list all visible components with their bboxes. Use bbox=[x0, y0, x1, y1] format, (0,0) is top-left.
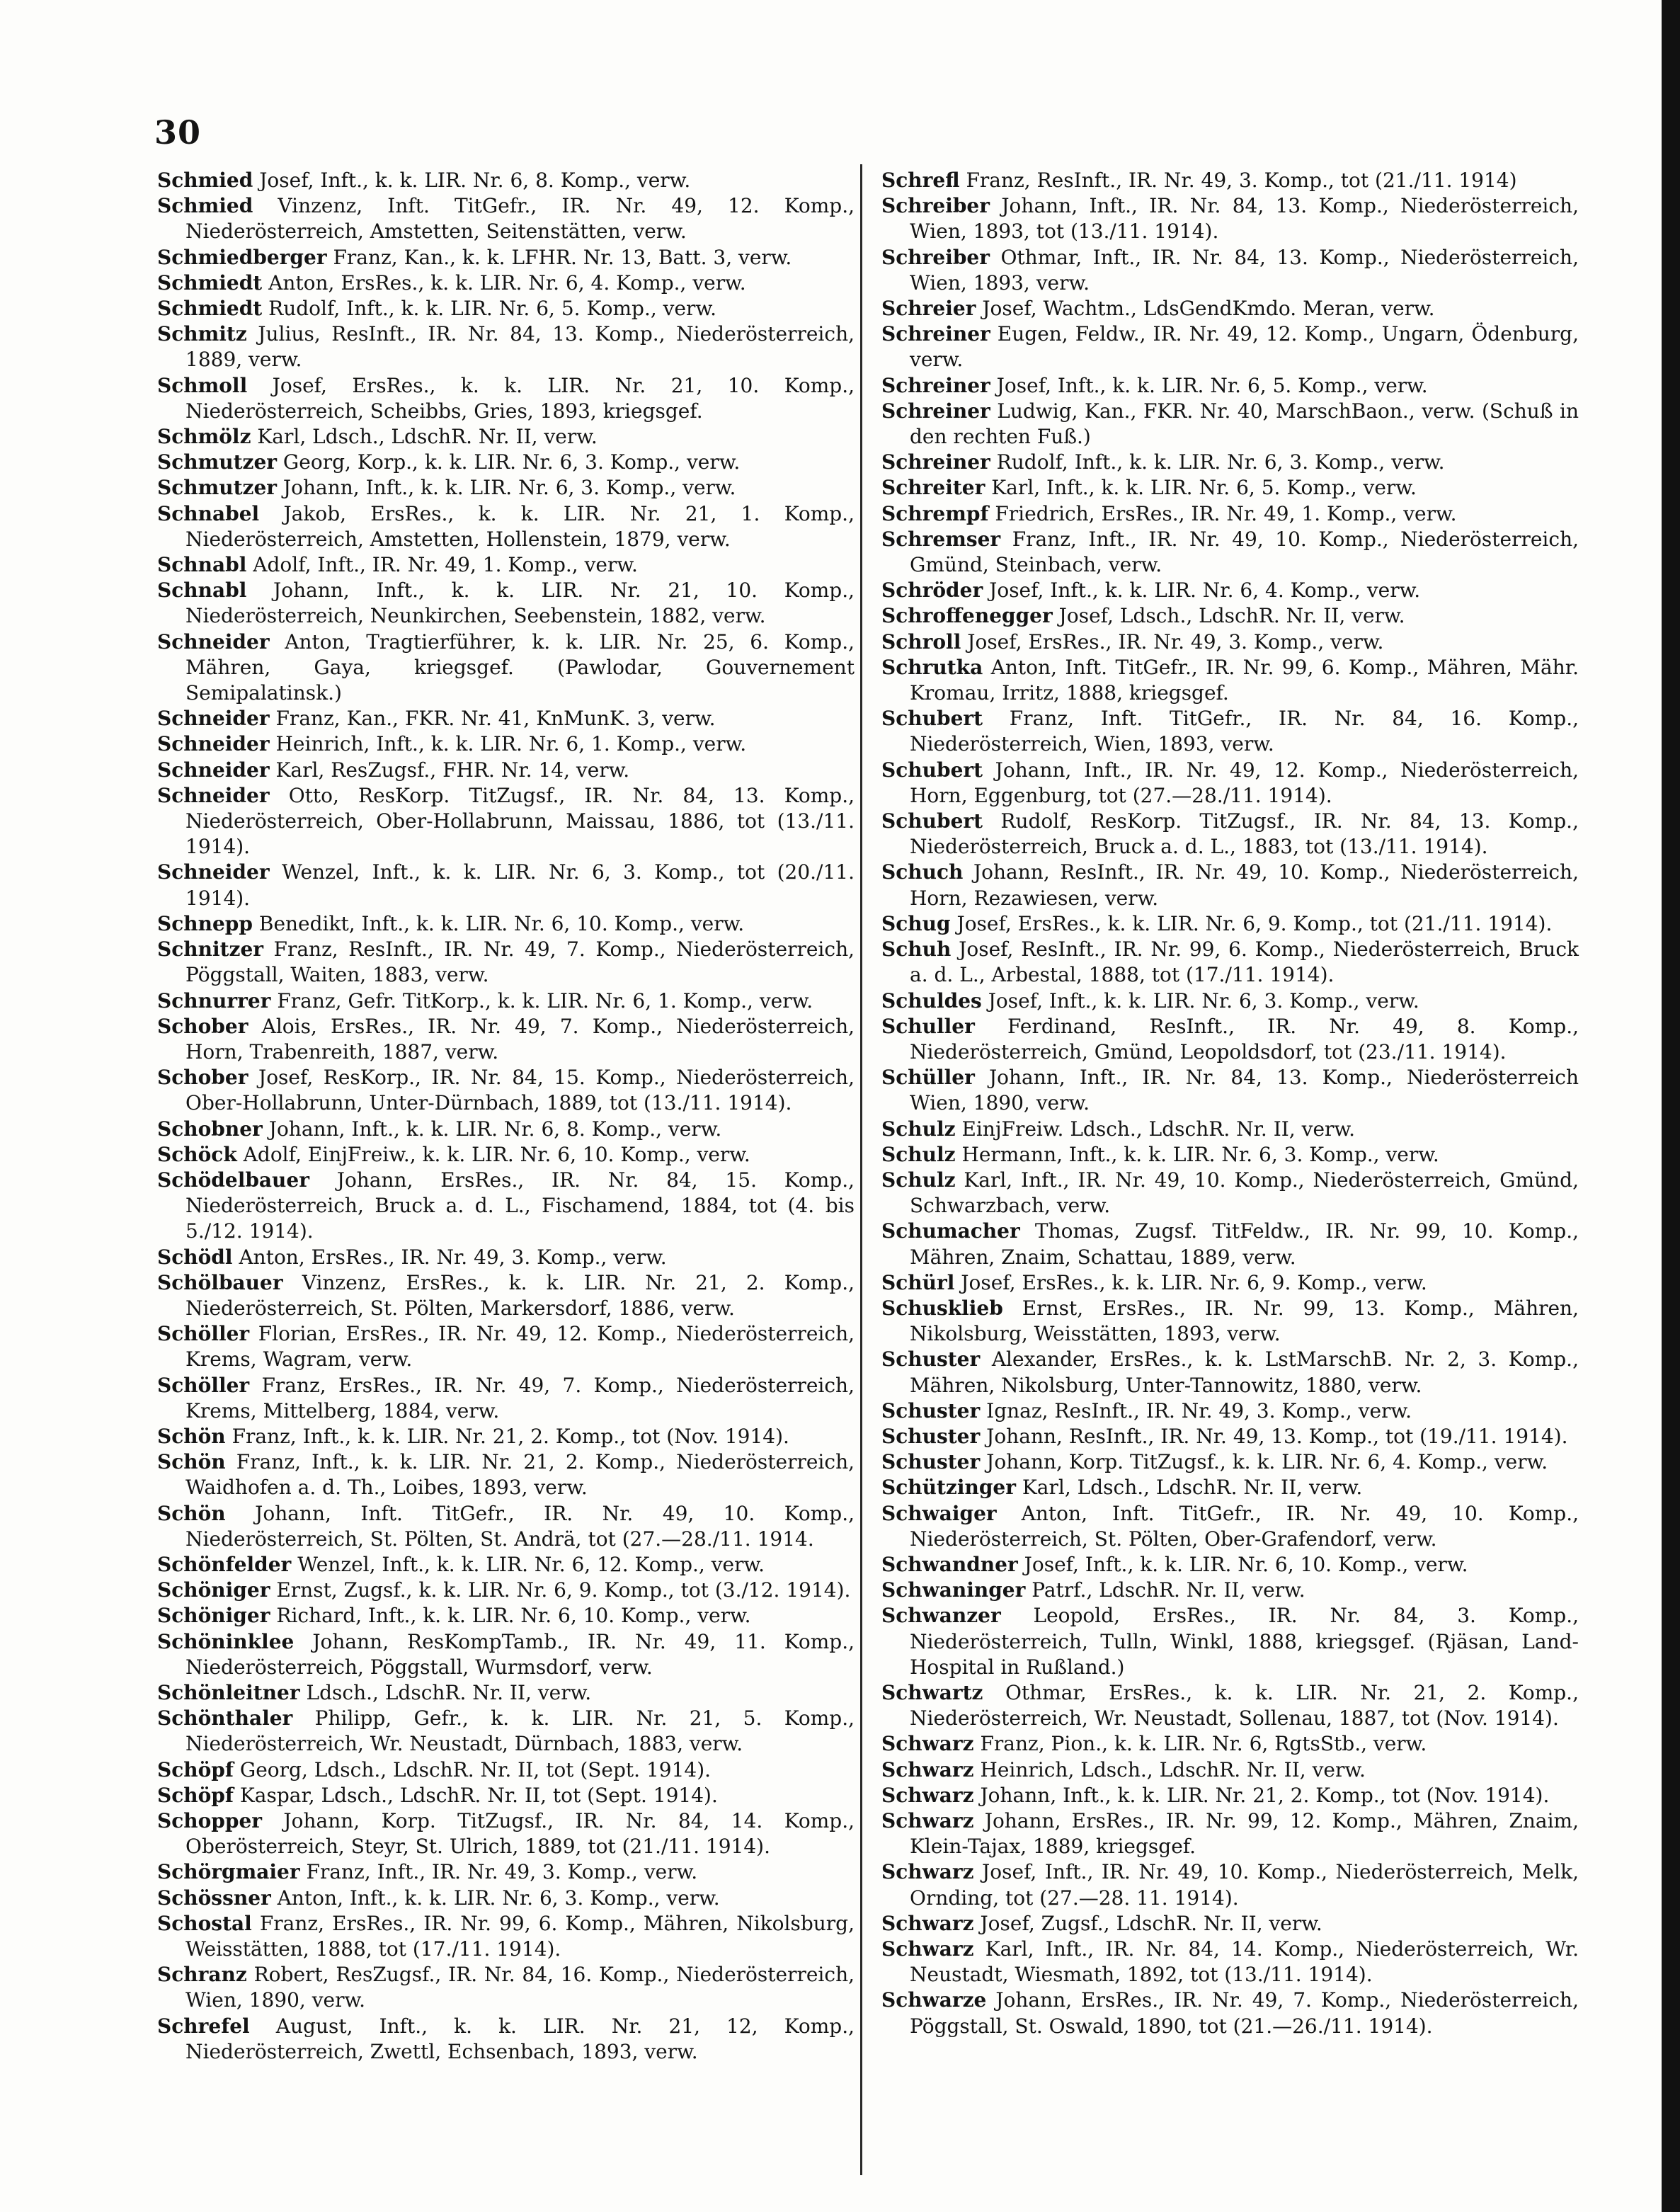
list-entry bbox=[881, 245, 1579, 296]
list-entry bbox=[881, 1475, 1579, 1500]
entry-details: Josef, ErsRes., k. k. LIR. Nr. 6, 9. Komp., tot (21./11. 1914). bbox=[956, 911, 1553, 935]
entry-details: Patrf., LdschR. Nr. II, verw. bbox=[1032, 1578, 1305, 1602]
entry-surname: Schöninklee bbox=[157, 1629, 295, 1653]
entry-details: Karl, Inft., k. k. LIR. Nr. 6, 5. Komp., verw. bbox=[991, 476, 1417, 500]
entry-surname: Schuldes bbox=[881, 988, 982, 1013]
list-entry bbox=[881, 655, 1579, 706]
entry-details: Johann, Korp. TitZugsf., IR. Nr. 84, 14. Komp., Oberösterreich, Steyr, St. Ulrich, 1889, tot (21./11. 1914). bbox=[185, 1809, 855, 1859]
entry-details: Karl, Inft., IR. Nr. 49, 10. Komp., Niederösterreich, Gmünd, Schwarzbach, verw. bbox=[910, 1168, 1579, 1218]
list-entry bbox=[157, 245, 855, 270]
entry-details: Heinrich, Ldsch., LdschR. Nr. II, verw. bbox=[980, 1757, 1366, 1781]
entry-surname: Schmölz bbox=[157, 425, 251, 449]
entry-surname: Schöller bbox=[157, 1373, 250, 1397]
entry-surname: Schnepp bbox=[157, 911, 253, 935]
list-entry bbox=[157, 937, 855, 988]
entry-details: Ferdinand, ResInft., IR. Nr. 49, 8. Komp., Niederösterreich, Gmünd, Leopoldsdorf, tot (23./11. 1914). bbox=[910, 1014, 1579, 1064]
entry-details: Johann, Inft., IR. Nr. 49, 12. Komp., Niederösterreich, Horn, Eggenburg, tot (27.—28./11. 1914). bbox=[910, 758, 1579, 807]
entry-details: Ernst, ErsRes., IR. Nr. 99, 13. Komp., Mähren, Nikolsburg, Weisstätten, 1893, verw. bbox=[910, 1296, 1579, 1346]
entry-details: Otto, ResKorp. TitZugsf., IR. Nr. 84, 13. Komp., Niederösterreich, Ober-Hollabrunn, Maissau, 1886, tot (13./11. 1914). bbox=[185, 783, 855, 859]
entry-surname: Schreiter bbox=[881, 476, 985, 500]
entry-details: Benedikt, Inft., k. k. LIR. Nr. 6, 10. Komp., verw. bbox=[258, 911, 745, 935]
list-entry bbox=[157, 321, 855, 372]
entry-surname: Schöller bbox=[157, 1322, 250, 1346]
entry-details: Josef, Inft., IR. Nr. 49, 10. Komp., Niederösterreich, Melk, Ornding, tot (27.—28. 11. 1914). bbox=[910, 1860, 1579, 1910]
list-entry bbox=[157, 1629, 855, 1680]
list-entry bbox=[881, 475, 1579, 501]
list-entry bbox=[157, 168, 855, 193]
list-entry bbox=[881, 1937, 1579, 1988]
entry-details: Johann, Korp. TitZugsf., k. k. LIR. Nr. 6, 4. Komp., verw. bbox=[986, 1450, 1548, 1474]
entry-details: Eugen, Feldw., IR. Nr. 49, 12. Komp., Ungarn, Ödenburg, verw. bbox=[910, 322, 1579, 372]
entry-surname: Schreiner bbox=[881, 399, 990, 423]
entry-surname: Schubert bbox=[881, 707, 983, 731]
list-entry bbox=[157, 731, 855, 757]
list-entry bbox=[157, 1552, 855, 1578]
entry-surname: Schröder bbox=[881, 578, 983, 603]
list-entry bbox=[157, 1808, 855, 1859]
entry-surname: Schöpf bbox=[157, 1783, 234, 1807]
entry-surname: Schreiber bbox=[881, 245, 990, 269]
entry-surname: Schwarz bbox=[881, 1860, 974, 1884]
entry-surname: Schmiedt bbox=[157, 297, 263, 321]
list-entry bbox=[881, 1142, 1579, 1168]
list-entry bbox=[157, 1603, 855, 1629]
list-entry bbox=[881, 1449, 1579, 1475]
entry-surname: Schönfelder bbox=[157, 1552, 292, 1576]
entry-surname: Schössner bbox=[157, 1886, 271, 1910]
entry-details: Josef, Inft., k. k. LIR. Nr. 6, 4. Komp., verw. bbox=[989, 578, 1421, 603]
entry-details: Robert, ResZugsf., IR. Nr. 84, 16. Komp., Niederösterreich, Wien, 1890, verw. bbox=[185, 1963, 855, 2012]
list-entry bbox=[157, 1962, 855, 2013]
entry-details: Johann, ErsRes., IR. Nr. 49, 7. Komp., Niederösterreich, Pöggstall, St. Oswald, 1890, tot (21.—26./11. 1914). bbox=[910, 1988, 1579, 2038]
entry-surname: Schwandner bbox=[881, 1552, 1018, 1576]
list-entry bbox=[881, 758, 1579, 809]
list-entry bbox=[881, 399, 1579, 450]
list-entry bbox=[881, 193, 1579, 244]
entry-details: Friedrich, ErsRes., IR. Nr. 49, 1. Komp., verw. bbox=[995, 501, 1457, 525]
entry-details: Josef, ResKorp., IR. Nr. 84, 15. Komp., Niederösterreich, Ober-Hollabrunn, Unter-Dürnbach, 1889, tot (13./11. 1914). bbox=[185, 1066, 855, 1115]
list-entry bbox=[881, 1578, 1579, 1603]
entry-surname: Schulz bbox=[881, 1117, 956, 1141]
list-entry bbox=[881, 1808, 1579, 1859]
entry-surname: Schuster bbox=[881, 1424, 981, 1448]
list-entry bbox=[157, 988, 855, 1014]
entry-surname: Schmiedberger bbox=[157, 245, 327, 269]
entry-surname: Schmitz bbox=[157, 322, 247, 346]
entry-surname: Schwarz bbox=[881, 1757, 974, 1781]
entry-surname: Schug bbox=[881, 911, 951, 935]
entry-details: Franz, Inft., k. k. LIR. Nr. 21, 2. Komp., Niederösterreich, Waidhofen a. d. Th., Loibes, 1893, verw. bbox=[185, 1450, 855, 1500]
list-entry bbox=[881, 1219, 1579, 1270]
entry-details: Anton, Inft., k. k. LIR. Nr. 6, 3. Komp., verw. bbox=[277, 1886, 720, 1910]
entry-surname: Schuh bbox=[881, 937, 952, 962]
list-entry bbox=[881, 1270, 1579, 1296]
list-entry bbox=[881, 1552, 1579, 1578]
list-entry bbox=[157, 629, 855, 707]
entry-details: Franz, ErsRes., IR. Nr. 99, 6. Komp., Mähren, Nikolsburg, Weisstätten, 1888, tot (17./11. 1914). bbox=[185, 1911, 855, 1961]
entry-details: Hermann, Inft., k. k. LIR. Nr. 6, 3. Komp., verw. bbox=[961, 1142, 1439, 1166]
entry-surname: Schwanzer bbox=[881, 1604, 1001, 1628]
entry-surname: Schnitzer bbox=[157, 937, 264, 962]
entry-details: Anton, Tragtierführer, k. k. LIR. Nr. 25, 6. Komp., Mähren, Gaya, kriegsgef. (Pawlodar, Gouvernement Semipalatinsk.) bbox=[185, 629, 855, 705]
list-entry bbox=[157, 1168, 855, 1245]
entry-surname: Schörgmaier bbox=[157, 1860, 300, 1884]
entry-details: EinjFreiw. Ldsch., LdschR. Nr. II, verw. bbox=[961, 1117, 1355, 1141]
entry-surname: Schürl bbox=[881, 1270, 955, 1294]
list-entry bbox=[157, 270, 855, 296]
entry-surname: Schüller bbox=[881, 1066, 975, 1090]
entry-details: Franz, Inft., IR. Nr. 49, 3. Komp., verw. bbox=[306, 1860, 698, 1884]
entry-surname: Schubert bbox=[881, 809, 983, 833]
entry-details: Franz, Pion., k. k. LIR. Nr. 6, RgtsStb., verw. bbox=[980, 1732, 1427, 1756]
entry-surname: Schroffenegger bbox=[881, 604, 1053, 628]
entry-details: Anton, Inft. TitGefr., IR. Nr. 99, 6. Komp., Mähren, Mähr. Kromau, Irritz, 1888, kriegsgef. bbox=[910, 655, 1579, 705]
entry-details: Georg, Korp., k. k. LIR. Nr. 6, 3. Komp., verw. bbox=[282, 450, 741, 474]
entry-details: Kaspar, Ldsch., LdschR. Nr. II, tot (Sept. 1914). bbox=[239, 1783, 718, 1807]
entry-surname: Schober bbox=[157, 1014, 248, 1038]
list-entry bbox=[157, 296, 855, 321]
entry-details: Franz, Inft., k. k. LIR. Nr. 21, 2. Komp., tot (Nov. 1914). bbox=[232, 1424, 789, 1448]
list-entry bbox=[881, 809, 1579, 860]
entry-details: Johann, Inft., k. k. LIR. Nr. 21, 10. Komp., Niederösterreich, Neunkirchen, Seebenstein, 1882, verw. bbox=[185, 578, 855, 628]
entry-surname: Schuch bbox=[881, 860, 964, 884]
list-entry bbox=[881, 578, 1579, 603]
entry-details: Johann, ResInft., IR. Nr. 49, 10. Komp., Niederösterreich, Horn, Rezawiesen, verw. bbox=[910, 860, 1579, 910]
list-entry bbox=[157, 1578, 855, 1603]
entry-details: Johann, ResInft., IR. Nr. 49, 13. Komp., tot (19./11. 1914). bbox=[986, 1424, 1568, 1448]
list-entry bbox=[157, 1321, 855, 1372]
entry-surname: Schölbauer bbox=[157, 1270, 283, 1294]
entry-details: Philipp, Gefr., k. k. LIR. Nr. 21, 5. Komp., Niederösterreich, Wr. Neustadt, Dürnbach, 1883, verw. bbox=[185, 1706, 855, 1756]
entry-surname: Schobner bbox=[157, 1117, 263, 1141]
list-entry bbox=[881, 629, 1579, 655]
list-entry bbox=[881, 1680, 1579, 1731]
entry-details: Josef, Wachtm., LdsGendKmdo. Meran, verw. bbox=[982, 297, 1435, 321]
entry-surname: Schumacher bbox=[881, 1219, 1020, 1243]
entry-surname: Schmiedt bbox=[157, 270, 263, 295]
entry-details: Thomas, Zugsf. TitFeldw., IR. Nr. 99, 10. Komp., Mähren, Znaim, Schattau, 1889, verw. bbox=[910, 1219, 1579, 1269]
list-entry bbox=[881, 1398, 1579, 1424]
entry-surname: Schmutzer bbox=[157, 450, 278, 474]
entry-details: Vinzenz, Inft. TitGefr., IR. Nr. 49, 12. Komp., Niederösterreich, Amstetten, Seitenstätten, verw. bbox=[185, 194, 855, 244]
entry-surname: Schusklieb bbox=[881, 1296, 1003, 1320]
entry-surname: Schützinger bbox=[881, 1476, 1016, 1500]
entry-surname: Schmied bbox=[157, 194, 253, 218]
entry-surname: Schödelbauer bbox=[157, 1168, 309, 1192]
list-entry bbox=[881, 1988, 1579, 2039]
entry-details: Anton, Inft. TitGefr., IR. Nr. 49, 10. Komp., Niederösterreich, St. Pölten, Ober-Grafendorf, verw. bbox=[910, 1501, 1579, 1551]
entry-surname: Schreier bbox=[881, 297, 976, 321]
list-entry bbox=[881, 1911, 1579, 1937]
entry-details: Johann, Inft., k. k. LIR. Nr. 6, 3. Komp., verw. bbox=[282, 476, 736, 500]
list-entry bbox=[881, 1296, 1579, 1347]
entry-details: Josef, ErsRes., k. k. LIR. Nr. 6, 9. Komp., verw. bbox=[961, 1270, 1427, 1294]
entry-surname: Schwarze bbox=[881, 1988, 987, 2012]
entry-surname: Schwarz bbox=[881, 1783, 974, 1807]
entry-details: Vinzenz, ErsRes., k. k. LIR. Nr. 21, 2. Komp., Niederösterreich, St. Pölten, Markersdorf, 1886, verw. bbox=[185, 1270, 855, 1320]
entry-details: Wenzel, Inft., k. k. LIR. Nr. 6, 3. Komp., tot (20./11. 1914). bbox=[185, 860, 855, 910]
entry-details: Josef, ErsRes., k. k. LIR. Nr. 21, 10. Komp., Niederösterreich, Scheibbs, Gries, 1893, kriegsgef. bbox=[185, 373, 855, 423]
entry-details: Rudolf, Inft., k. k. LIR. Nr. 6, 5. Komp., verw. bbox=[268, 297, 716, 321]
list-entry bbox=[881, 1603, 1579, 1680]
entry-details: Josef, Inft., k. k. LIR. Nr. 6, 3. Komp., verw. bbox=[988, 988, 1419, 1013]
list-entry bbox=[157, 1065, 855, 1116]
entry-surname: Schöck bbox=[157, 1142, 237, 1166]
entry-surname: Schmoll bbox=[157, 373, 248, 397]
entry-surname: Schön bbox=[157, 1424, 226, 1448]
list-entry bbox=[157, 578, 855, 629]
entry-details: Johann, Inft., k. k. LIR. Nr. 21, 2. Komp., tot (Nov. 1914). bbox=[980, 1783, 1550, 1807]
list-entry bbox=[881, 911, 1579, 937]
entry-details: Johann, Inft. TitGefr., IR. Nr. 49, 10. Komp., Niederösterreich, St. Pölten, St. Andrä, tot (27.—28./11. 1914. bbox=[185, 1501, 855, 1551]
entry-surname: Schwaiger bbox=[881, 1501, 997, 1525]
entry-surname: Schön bbox=[157, 1450, 226, 1474]
entry-details: Johann, ErsRes., IR. Nr. 84, 15. Komp., Niederösterreich, Bruck a. d. L., Fischamend, 1884, tot (4. bis 5./12. 1914). bbox=[185, 1168, 855, 1243]
entry-details: Georg, Ldsch., LdschR. Nr. II, tot (Sept. 1914). bbox=[239, 1757, 712, 1781]
entry-surname: Schober bbox=[157, 1066, 248, 1090]
entry-surname: Schneider bbox=[157, 707, 270, 731]
entry-surname: Schmutzer bbox=[157, 476, 278, 500]
entry-surname: Schwarz bbox=[881, 1937, 974, 1961]
entry-surname: Schwarz bbox=[881, 1732, 974, 1756]
entry-surname: Schrempf bbox=[881, 501, 989, 525]
list-entry bbox=[157, 1501, 855, 1552]
list-entry bbox=[157, 783, 855, 860]
list-entry bbox=[157, 1859, 855, 1885]
entry-details: Franz, Inft. TitGefr., IR. Nr. 84, 16. Komp., Niederösterreich, Wien, 1893, verw. bbox=[910, 707, 1579, 756]
entry-surname: Schrutka bbox=[881, 655, 983, 679]
list-entry bbox=[157, 706, 855, 731]
entry-surname: Schroll bbox=[881, 629, 961, 654]
entry-surname: Schwarz bbox=[881, 1911, 974, 1935]
entry-details: Rudolf, Inft., k. k. LIR. Nr. 6, 3. Komp., verw. bbox=[996, 450, 1445, 474]
entry-details: Josef, Inft., k. k. LIR. Nr. 6, 5. Komp., verw. bbox=[996, 373, 1428, 397]
list-entry bbox=[881, 450, 1579, 475]
list-entry bbox=[881, 1168, 1579, 1219]
entry-surname: Schwartz bbox=[881, 1680, 983, 1704]
entry-surname: Schremser bbox=[881, 527, 1001, 551]
entry-details: Adolf, Inft., IR. Nr. 49, 1. Komp., verw. bbox=[253, 553, 638, 577]
entry-details: Othmar, ErsRes., k. k. LIR. Nr. 21, 2. Komp., Niederösterreich, Wr. Neustadt, Sollenau, 1887, tot (Nov. 1914). bbox=[910, 1680, 1579, 1731]
list-entry bbox=[157, 1911, 855, 1962]
entry-surname: Schnabl bbox=[157, 578, 247, 603]
entry-details: Josef, Inft., k. k. LIR. Nr. 6, 8. Komp., verw. bbox=[259, 169, 691, 192]
entry-details: Ignaz, ResInft., IR. Nr. 49, 3. Komp., verw. bbox=[986, 1398, 1412, 1423]
page-number: 30 bbox=[154, 113, 202, 152]
list-entry bbox=[881, 1424, 1579, 1449]
list-entry bbox=[157, 373, 855, 424]
entry-details: Ldsch., LdschR. Nr. II, verw. bbox=[306, 1680, 592, 1704]
entry-surname: Schneider bbox=[157, 758, 270, 782]
list-entry bbox=[157, 860, 855, 911]
entry-details: Franz, Kan., FKR. Nr. 41, KnMunK. 3, verw. bbox=[275, 707, 716, 731]
entry-details: Karl, Inft., IR. Nr. 84, 14. Komp., Niederösterreich, Wr. Neustadt, Wiesmath, 1892, tot (13./11. 1914). bbox=[910, 1937, 1579, 1987]
entry-surname: Schubert bbox=[881, 758, 983, 782]
entry-details: Rudolf, ResKorp. TitZugsf., IR. Nr. 84, 13. Komp., Niederösterreich, Bruck a. d. L., 1883, tot (13./11. 1914). bbox=[910, 809, 1579, 859]
entry-details: Johann, Inft., IR. Nr. 84, 13. Komp., Niederösterreich Wien, 1890, verw. bbox=[910, 1066, 1579, 1115]
list-entry bbox=[881, 296, 1579, 321]
entry-surname: Schulz bbox=[881, 1168, 956, 1192]
list-entry bbox=[157, 758, 855, 783]
entry-surname: Schreiner bbox=[881, 373, 990, 397]
list-entry bbox=[881, 501, 1579, 527]
list-entry bbox=[157, 475, 855, 501]
entry-surname: Schnabl bbox=[157, 553, 247, 577]
entry-surname: Schuller bbox=[881, 1014, 975, 1038]
entry-details: Johann, Inft., k. k. LIR. Nr. 6, 8. Komp., verw. bbox=[268, 1117, 722, 1141]
list-entry bbox=[157, 1424, 855, 1449]
entry-details: Anton, ErsRes., k. k. LIR. Nr. 6, 4. Komp., verw. bbox=[268, 270, 746, 295]
entry-details: Othmar, Inft., IR. Nr. 84, 13. Komp., Niederösterreich, Wien, 1893, verw. bbox=[910, 245, 1579, 295]
list-entry bbox=[157, 1373, 855, 1424]
list-entry bbox=[157, 1245, 855, 1270]
list-entry bbox=[881, 860, 1579, 911]
list-entry bbox=[157, 193, 855, 244]
list-entry bbox=[881, 168, 1579, 193]
entry-details: Ludwig, Kan., FKR. Nr. 40, MarschBaon., verw. (Schuß in den rechten Fuß.) bbox=[910, 399, 1579, 449]
entry-details: Alexander, ErsRes., k. k. LstMarschB. Nr. 2, 3. Komp., Mähren, Nikolsburg, Unter-Tannowitz, 1880, verw. bbox=[910, 1347, 1579, 1397]
list-entry bbox=[881, 1065, 1579, 1116]
list-entry bbox=[157, 501, 855, 552]
list-entry bbox=[881, 1014, 1579, 1065]
entry-details: Josef, Ldsch., LdschR. Nr. II, verw. bbox=[1058, 604, 1405, 628]
list-entry bbox=[881, 373, 1579, 399]
entry-details: Franz, ResInft., IR. Nr. 49, 7. Komp., Niederösterreich, Pöggstall, Waiten, 1883, verw. bbox=[185, 937, 855, 987]
entry-surname: Schneider bbox=[157, 732, 270, 756]
list-entry bbox=[881, 1347, 1579, 1398]
list-entry bbox=[157, 450, 855, 475]
list-entry bbox=[881, 1731, 1579, 1757]
list-entry bbox=[881, 1117, 1579, 1142]
entry-details: Franz, Gefr. TitKorp., k. k. LIR. Nr. 6, 1. Komp., verw. bbox=[277, 988, 813, 1013]
entry-details: Karl, Ldsch., LdschR. Nr. II, verw. bbox=[257, 425, 598, 449]
entry-surname: Schön bbox=[157, 1501, 226, 1525]
list-entry bbox=[157, 1886, 855, 1911]
entry-surname: Schönthaler bbox=[157, 1706, 293, 1731]
column-divider bbox=[860, 164, 862, 2175]
entry-details: Johann, ResKompTamb., IR. Nr. 49, 11. Komp., Niederösterreich, Pöggstall, Wurmsdorf, verw. bbox=[185, 1629, 855, 1679]
entry-surname: Schneider bbox=[157, 783, 270, 807]
entry-details: Heinrich, Inft., k. k. LIR. Nr. 6, 1. Komp., verw. bbox=[275, 732, 747, 756]
entry-details: Jakob, ErsRes., k. k. LIR. Nr. 21, 1. Komp., Niederösterreich, Amstetten, Hollenstein, 1879, verw. bbox=[185, 501, 855, 551]
entry-details: Richard, Inft., k. k. LIR. Nr. 6, 10. Komp., verw. bbox=[276, 1604, 751, 1628]
entry-surname: Schuster bbox=[881, 1347, 981, 1372]
list-entry bbox=[881, 1859, 1579, 1910]
list-entry bbox=[157, 1783, 855, 1808]
entry-details: Franz, ResInft., IR. Nr. 49, 3. Komp., tot (21./11. 1914) bbox=[966, 169, 1517, 192]
entry-surname: Schreiner bbox=[881, 450, 990, 474]
entry-surname: Schranz bbox=[157, 1963, 247, 1987]
entry-details: Josef, Zugsf., LdschR. Nr. II, verw. bbox=[980, 1911, 1322, 1935]
entry-surname: Schostal bbox=[157, 1911, 252, 1935]
list-entry bbox=[157, 911, 855, 937]
list-entry bbox=[157, 1757, 855, 1783]
entry-surname: Schwarz bbox=[881, 1809, 974, 1832]
entry-surname: Schulz bbox=[881, 1142, 956, 1166]
list-entry bbox=[157, 1706, 855, 1757]
entry-details: Florian, ErsRes., IR. Nr. 49, 12. Komp., Niederösterreich, Krems, Wagram, verw. bbox=[185, 1322, 855, 1372]
left-column bbox=[157, 168, 855, 2065]
entry-details: Julius, ResInft., IR. Nr. 84, 13. Komp., Niederösterreich, 1889, verw. bbox=[185, 322, 855, 372]
list-entry bbox=[157, 1449, 855, 1500]
entry-details: Josef, ErsRes., IR. Nr. 49, 3. Komp., verw. bbox=[967, 629, 1384, 654]
entry-details: Franz, ErsRes., IR. Nr. 49, 7. Komp., Niederösterreich, Krems, Mittelberg, 1884, verw. bbox=[185, 1373, 855, 1423]
entry-details: Leopold, ErsRes., IR. Nr. 84, 3. Komp., Niederösterreich, Tulln, Winkl, 1888, kriegsgef. (Rjäsan, Land-Hospital in Rußland.) bbox=[910, 1604, 1579, 1679]
scan-edge bbox=[1662, 0, 1680, 2212]
entry-details: Franz, Kan., k. k. LFHR. Nr. 13, Batt. 3, verw. bbox=[333, 245, 792, 269]
entry-surname: Schuster bbox=[881, 1450, 981, 1474]
entry-surname: Schnurrer bbox=[157, 988, 271, 1013]
entry-surname: Schöpf bbox=[157, 1757, 234, 1781]
list-entry bbox=[881, 603, 1579, 629]
entry-details: Johann, Inft., IR. Nr. 84, 13. Komp., Niederösterreich, Wien, 1893, tot (13./11. 1914). bbox=[910, 194, 1579, 244]
entry-details: Karl, Ldsch., LdschR. Nr. II, verw. bbox=[1022, 1476, 1363, 1500]
list-entry bbox=[881, 706, 1579, 757]
list-entry bbox=[157, 552, 855, 578]
list-entry bbox=[157, 1014, 855, 1065]
list-entry bbox=[157, 1680, 855, 1706]
entry-surname: Schönleitner bbox=[157, 1680, 300, 1704]
entry-details: Karl, ResZugsf., FHR. Nr. 14, verw. bbox=[275, 758, 630, 782]
entry-surname: Schrefel bbox=[157, 2014, 250, 2038]
list-entry bbox=[881, 988, 1579, 1014]
list-entry bbox=[157, 1270, 855, 1321]
list-entry bbox=[157, 1117, 855, 1142]
list-entry bbox=[157, 424, 855, 450]
list-entry bbox=[157, 1142, 855, 1168]
entry-surname: Schöniger bbox=[157, 1578, 270, 1602]
list-entry bbox=[881, 1783, 1579, 1808]
entry-surname: Schreiber bbox=[881, 194, 990, 218]
entry-details: Ernst, Zugsf., k. k. LIR. Nr. 6, 9. Komp., tot (3./12. 1914). bbox=[276, 1578, 851, 1602]
right-column bbox=[881, 168, 1579, 2039]
entry-surname: Schuster bbox=[881, 1398, 981, 1423]
list-entry bbox=[881, 1757, 1579, 1783]
entry-surname: Schmied bbox=[157, 169, 253, 192]
entry-surname: Schrefl bbox=[881, 169, 960, 192]
list-entry bbox=[881, 1501, 1579, 1552]
entry-surname: Schneider bbox=[157, 629, 270, 654]
entry-surname: Schreiner bbox=[881, 322, 990, 346]
entry-details: Johann, ErsRes., IR. Nr. 99, 12. Komp., Mähren, Znaim, Klein-Tajax, 1889, kriegsgef. bbox=[910, 1809, 1579, 1859]
entry-surname: Schopper bbox=[157, 1809, 263, 1832]
entry-surname: Schnabel bbox=[157, 501, 260, 525]
entry-surname: Schödl bbox=[157, 1245, 233, 1269]
list-entry bbox=[157, 2014, 855, 2065]
entry-details: Wenzel, Inft., k. k. LIR. Nr. 6, 12. Komp., verw. bbox=[297, 1552, 765, 1576]
entry-details: Josef, Inft., k. k. LIR. Nr. 6, 10. Komp., verw. bbox=[1024, 1552, 1468, 1576]
entry-surname: Schwaninger bbox=[881, 1578, 1026, 1602]
entry-details: Josef, ResInft., IR. Nr. 99, 6. Komp., Niederösterreich, Bruck a. d. L., Arbestal, 1888, tot (17./11. 1914). bbox=[910, 937, 1579, 987]
entry-details: Franz, Inft., IR. Nr. 49, 10. Komp., Niederösterreich, Gmünd, Steinbach, verw. bbox=[910, 527, 1579, 577]
list-entry bbox=[881, 321, 1579, 372]
entry-surname: Schneider bbox=[157, 860, 270, 884]
list-entry bbox=[881, 937, 1579, 988]
entry-details: Anton, ErsRes., IR. Nr. 49, 3. Komp., verw. bbox=[239, 1245, 667, 1269]
entry-details: Adolf, EinjFreiw., k. k. LIR. Nr. 6, 10. Komp., verw. bbox=[243, 1142, 750, 1166]
entry-surname: Schöniger bbox=[157, 1604, 270, 1628]
list-entry bbox=[881, 527, 1579, 578]
entry-details: Alois, ErsRes., IR. Nr. 49, 7. Komp., Niederösterreich, Horn, Trabenreith, 1887, verw. bbox=[185, 1014, 855, 1064]
entry-details: August, Inft., k. k. LIR. Nr. 21, 12, Komp., Niederösterreich, Zwettl, Echsenbach, 1893, verw. bbox=[185, 2014, 855, 2063]
